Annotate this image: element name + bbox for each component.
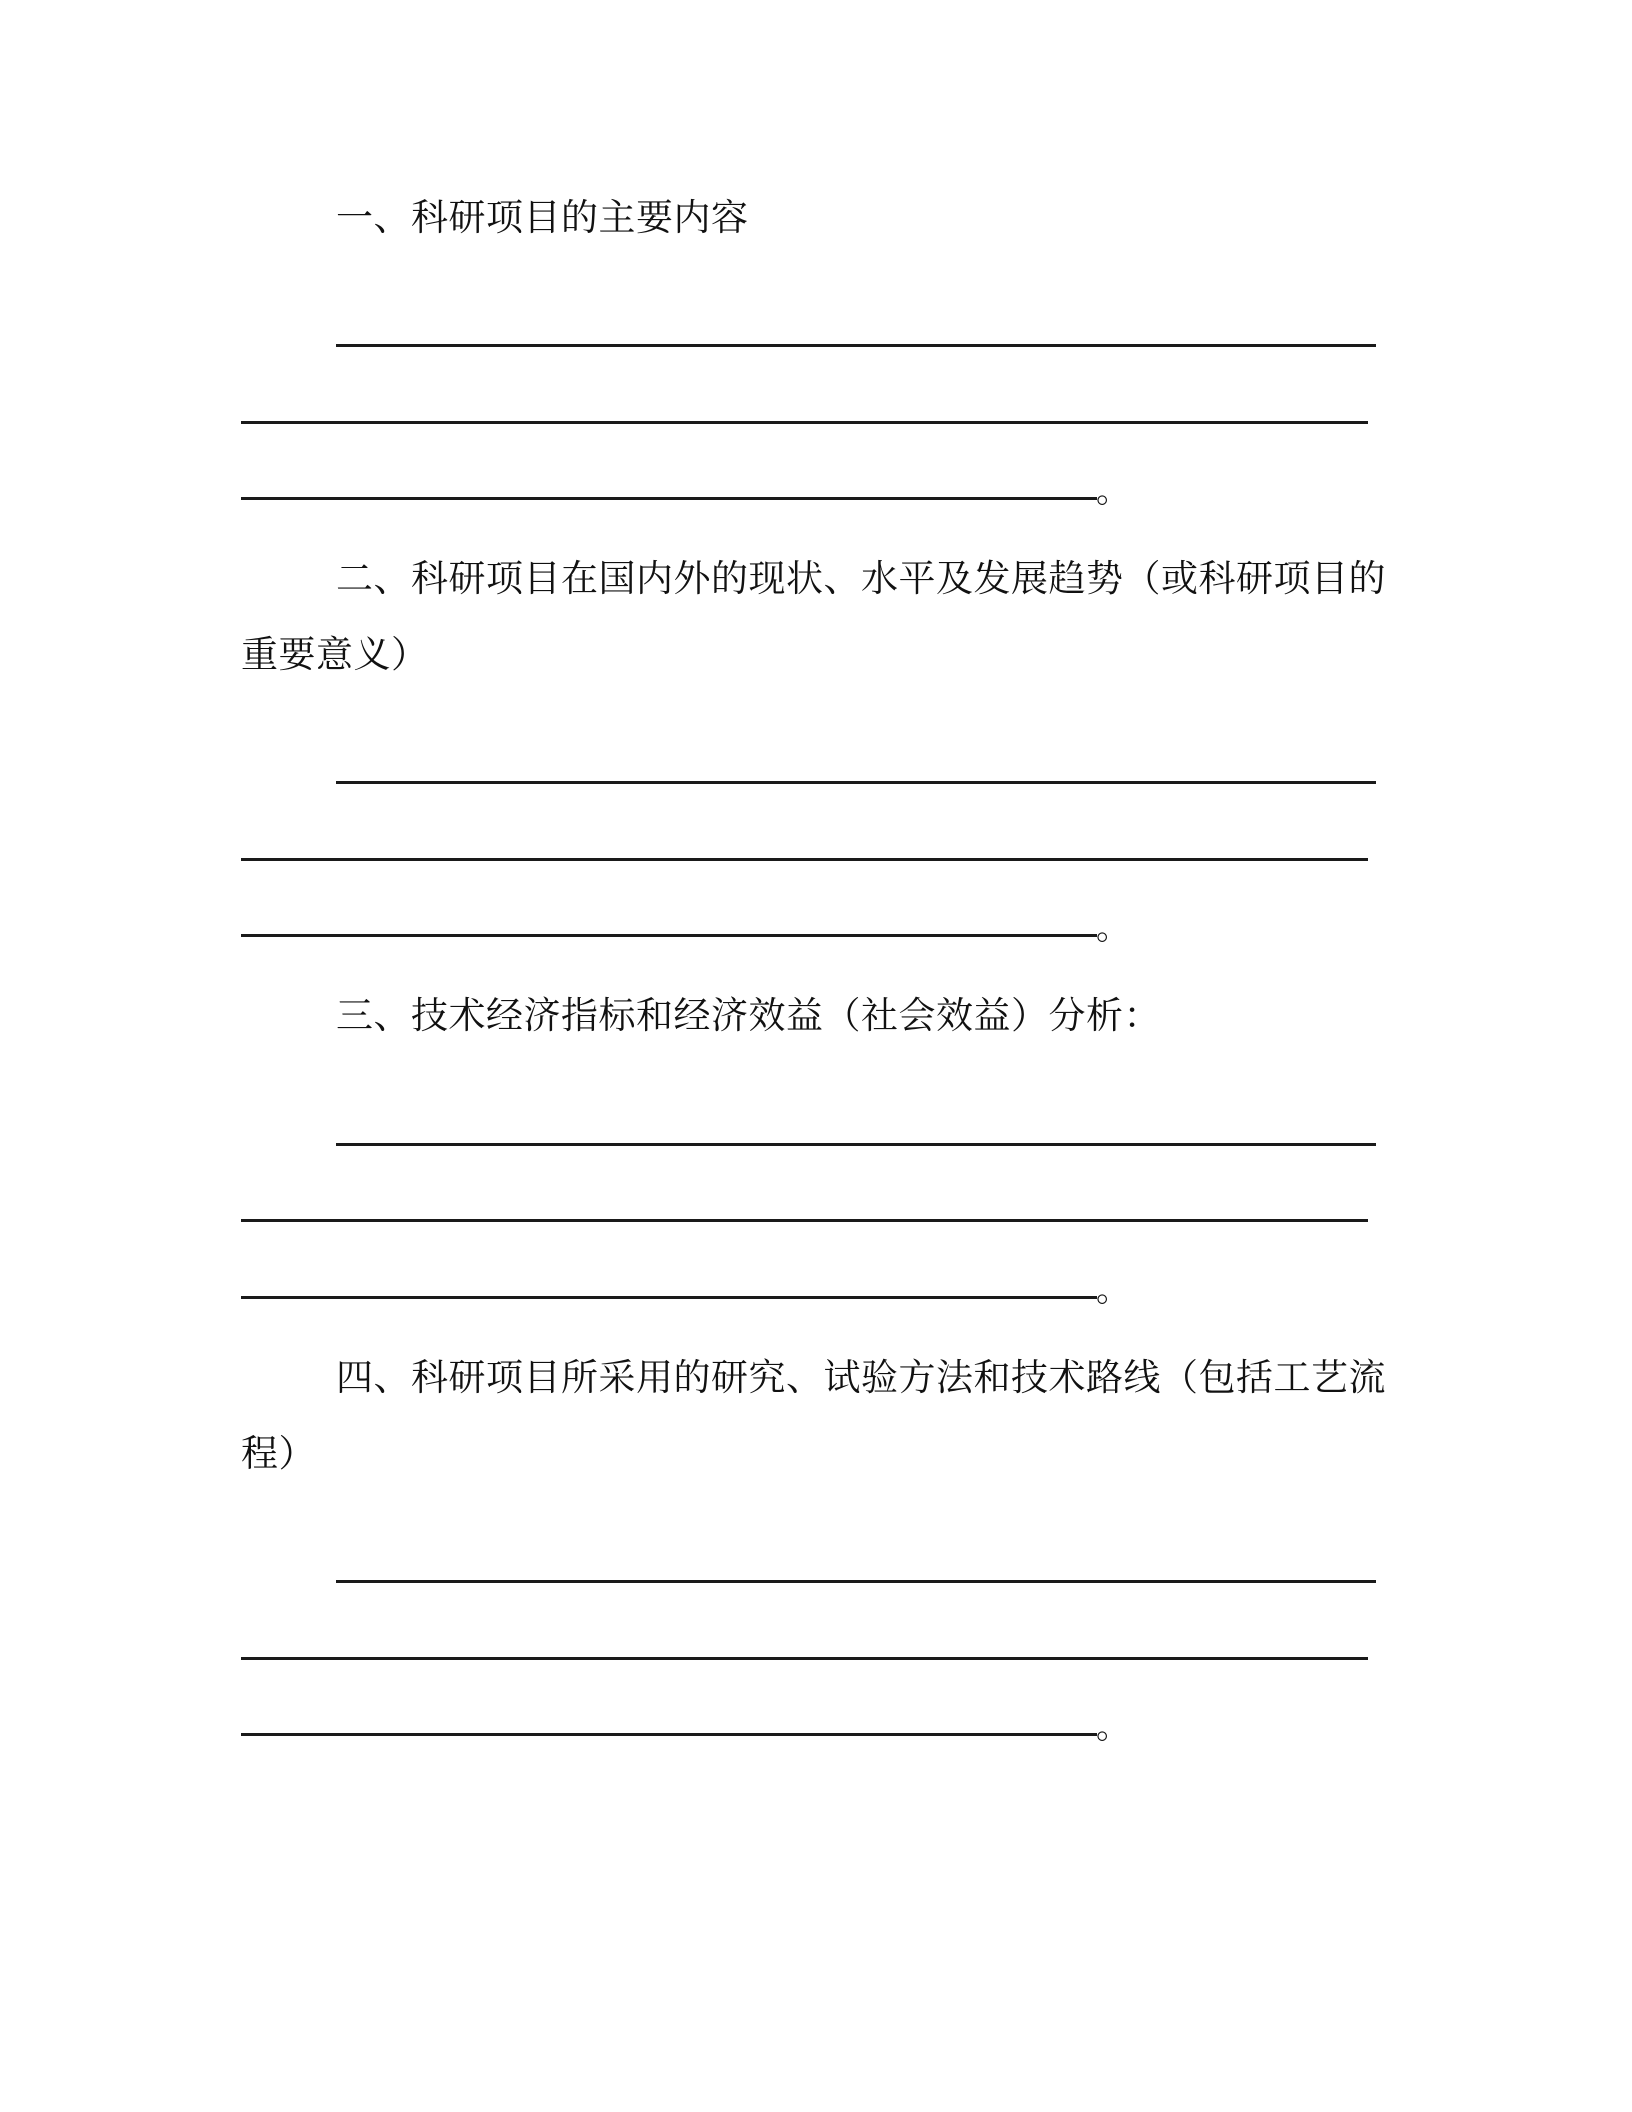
section-2-blank-line-2[interactable] [241,858,1368,861]
section-2-blank-line-3[interactable] [241,934,1097,937]
section-1-blank-line-1[interactable] [336,344,1376,347]
section-3-blank-line-1[interactable] [336,1143,1376,1146]
section-4-heading-line-2: 程） [241,1432,316,1475]
section-1-heading: 一、科研项目的主要内容 [336,196,749,239]
section-2-heading-line-2: 重要意义） [241,633,429,676]
section-3-end-period: 。 [1096,1270,1130,1310]
section-4-blank-line-3[interactable] [241,1733,1097,1736]
section-1-blank-line-3[interactable] [241,497,1097,500]
section-4-heading [241,1340,1386,1492]
section-2-end-period: 。 [1096,908,1130,948]
section-2-heading-line-1: 二、科研项目在国内外的现状、水平及发展趋势（或科研项目的 [336,557,1386,600]
section-2-blank-line-1[interactable] [336,781,1376,784]
section-4-blank-line-1[interactable] [336,1580,1376,1583]
section-4-blank-line-2[interactable] [241,1657,1368,1660]
section-4-end-period: 。 [1096,1707,1130,1747]
section-4-heading-line-1: 四、科研项目所采用的研究、试验方法和技术路线（包括工艺流 [336,1356,1386,1399]
section-1-blank-line-2[interactable] [241,421,1368,424]
section-1-end-period: 。 [1096,471,1130,511]
section-3-heading: 三、技术经济指标和经济效益（社会效益）分析： [336,994,1161,1037]
section-3-blank-line-3[interactable] [241,1296,1097,1299]
section-3-blank-line-2[interactable] [241,1219,1368,1222]
section-2-heading [241,541,1386,693]
